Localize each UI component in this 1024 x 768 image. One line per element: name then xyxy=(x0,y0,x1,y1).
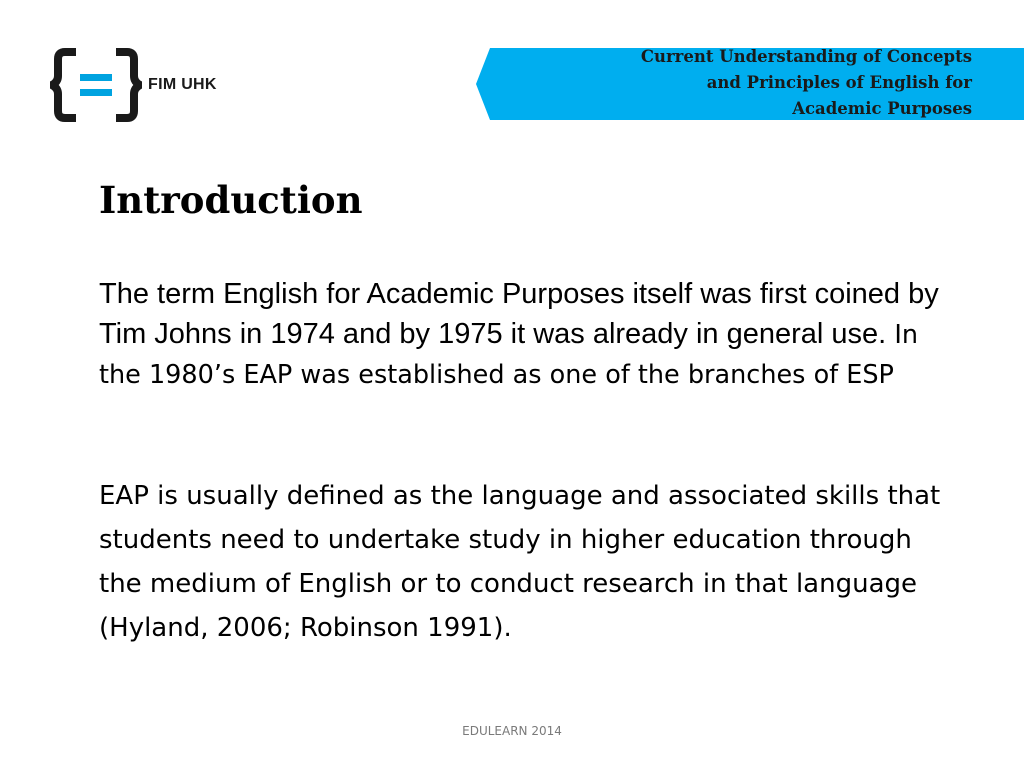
footer-text: EDULEARN 2014 xyxy=(462,724,562,738)
banner-title: Current Understanding of Concepts and Principles of English for Academic Purposes xyxy=(640,47,972,118)
intro-paragraph-part1: The term English for Academic Purposes itself was first coined by Tim Johns in 1974 and by 1975 it was already in general use. xyxy=(99,278,939,350)
definition-paragraph: EAP is usually defined as the language and associated skills that students need to undertake study in higher education through the medium of English or to conduct research in that language (Hyland, 2006; Robinson 1991). xyxy=(99,481,941,643)
braces-equals-logo-icon xyxy=(50,48,142,122)
logo-text: FIM UHK xyxy=(148,76,217,93)
slide-heading: Introduction xyxy=(99,178,363,222)
intro-paragraph-part2: In the 1980’s EAP was established as one of the branches of ESP xyxy=(99,320,919,390)
logo xyxy=(50,48,217,122)
header-banner xyxy=(476,48,1024,120)
intro-paragraph xyxy=(99,274,959,395)
